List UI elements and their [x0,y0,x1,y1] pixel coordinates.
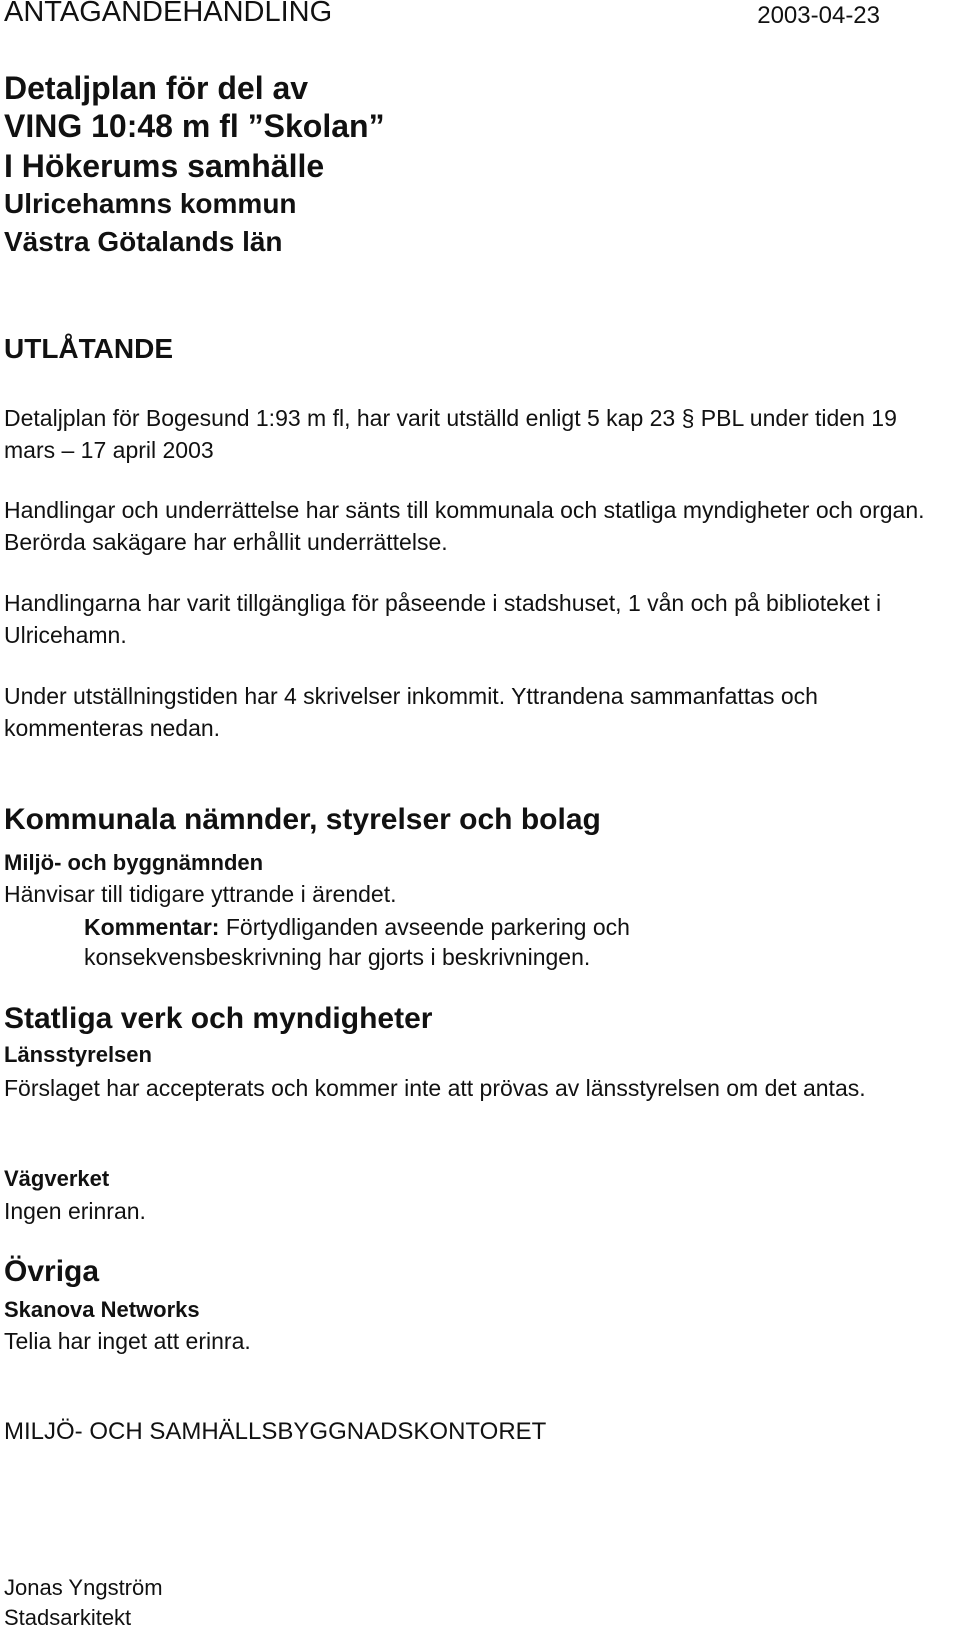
plan-title-line-3: I Hökerums samhälle [4,148,325,184]
section-heading-ovriga: Övriga [4,1255,100,1288]
utlatande-heading: UTLÅTANDE [4,333,174,364]
municipality: Ulricehamns kommun [4,188,297,219]
plan-title-line-1: Detaljplan för del av [4,70,309,106]
section-heading-statliga: Statliga verk och myndigheter [4,1002,433,1035]
section-heading-kommunala: Kommunala nämnder, styrelser och bolag [4,803,601,836]
signer-title: Stadsarkitekt [4,1605,132,1630]
paragraph-submissions: Under utställningstiden har 4 skrivelser inkommit. Yttrandena sammanfattas och kommenteras nedan. [4,683,818,741]
comment-label: Kommentar: [84,914,220,940]
comment-text: Förtydliganden avseende parkering och konsekvensbeskrivning har gjorts i beskrivningen. [84,914,630,970]
plan-title-line-2: VING 10:48 m fl ”Skolan” [4,108,385,144]
office-name: MILJÖ- OCH SAMHÄLLSBYGGNADSKONTORET [4,1418,547,1445]
paragraph-exhibition-period: Detaljplan för Bogesund 1:93 m fl, har varit utställd enligt 5 kap 23 § PBL under tiden 19 mars – 17 april 2003 [4,405,897,463]
comment-block [84,912,864,972]
signer-name: Jonas Yngström [4,1575,163,1600]
statement-vagverket: Ingen erinran. [4,1198,146,1224]
paragraph-notifications: Handlingar och underrättelse har sänts till kommunala och statliga myndigheter och organ. Berörda sakägare har erhållit underrättelse. [4,497,925,555]
subheading-vagverket: Vägverket [4,1166,110,1191]
document-date: 2003-04-23 [757,2,880,29]
statement-skanova: Telia har inget att erinra. [4,1328,251,1354]
county: Västra Götalands län [4,226,283,257]
statement-lansstyrelsen: Förslaget har accepterats och kommer inte att prövas av länsstyrelsen om det antas. [4,1075,866,1101]
subheading-skanova: Skanova Networks [4,1297,200,1322]
subheading-lansstyrelsen: Länsstyrelsen [4,1042,152,1067]
paragraph-availability: Handlingarna har varit tillgängliga för påseende i stadshuset, 1 vån och på biblioteket i Ulricehamn. [4,590,882,648]
document-type: ANTAGANDEHANDLING [4,0,333,28]
statement-miljo-byggnamnden: Hänvisar till tidigare yttrande i ärendet. [4,881,397,907]
subheading-miljo-byggnamnden: Miljö- och byggnämnden [4,850,264,875]
